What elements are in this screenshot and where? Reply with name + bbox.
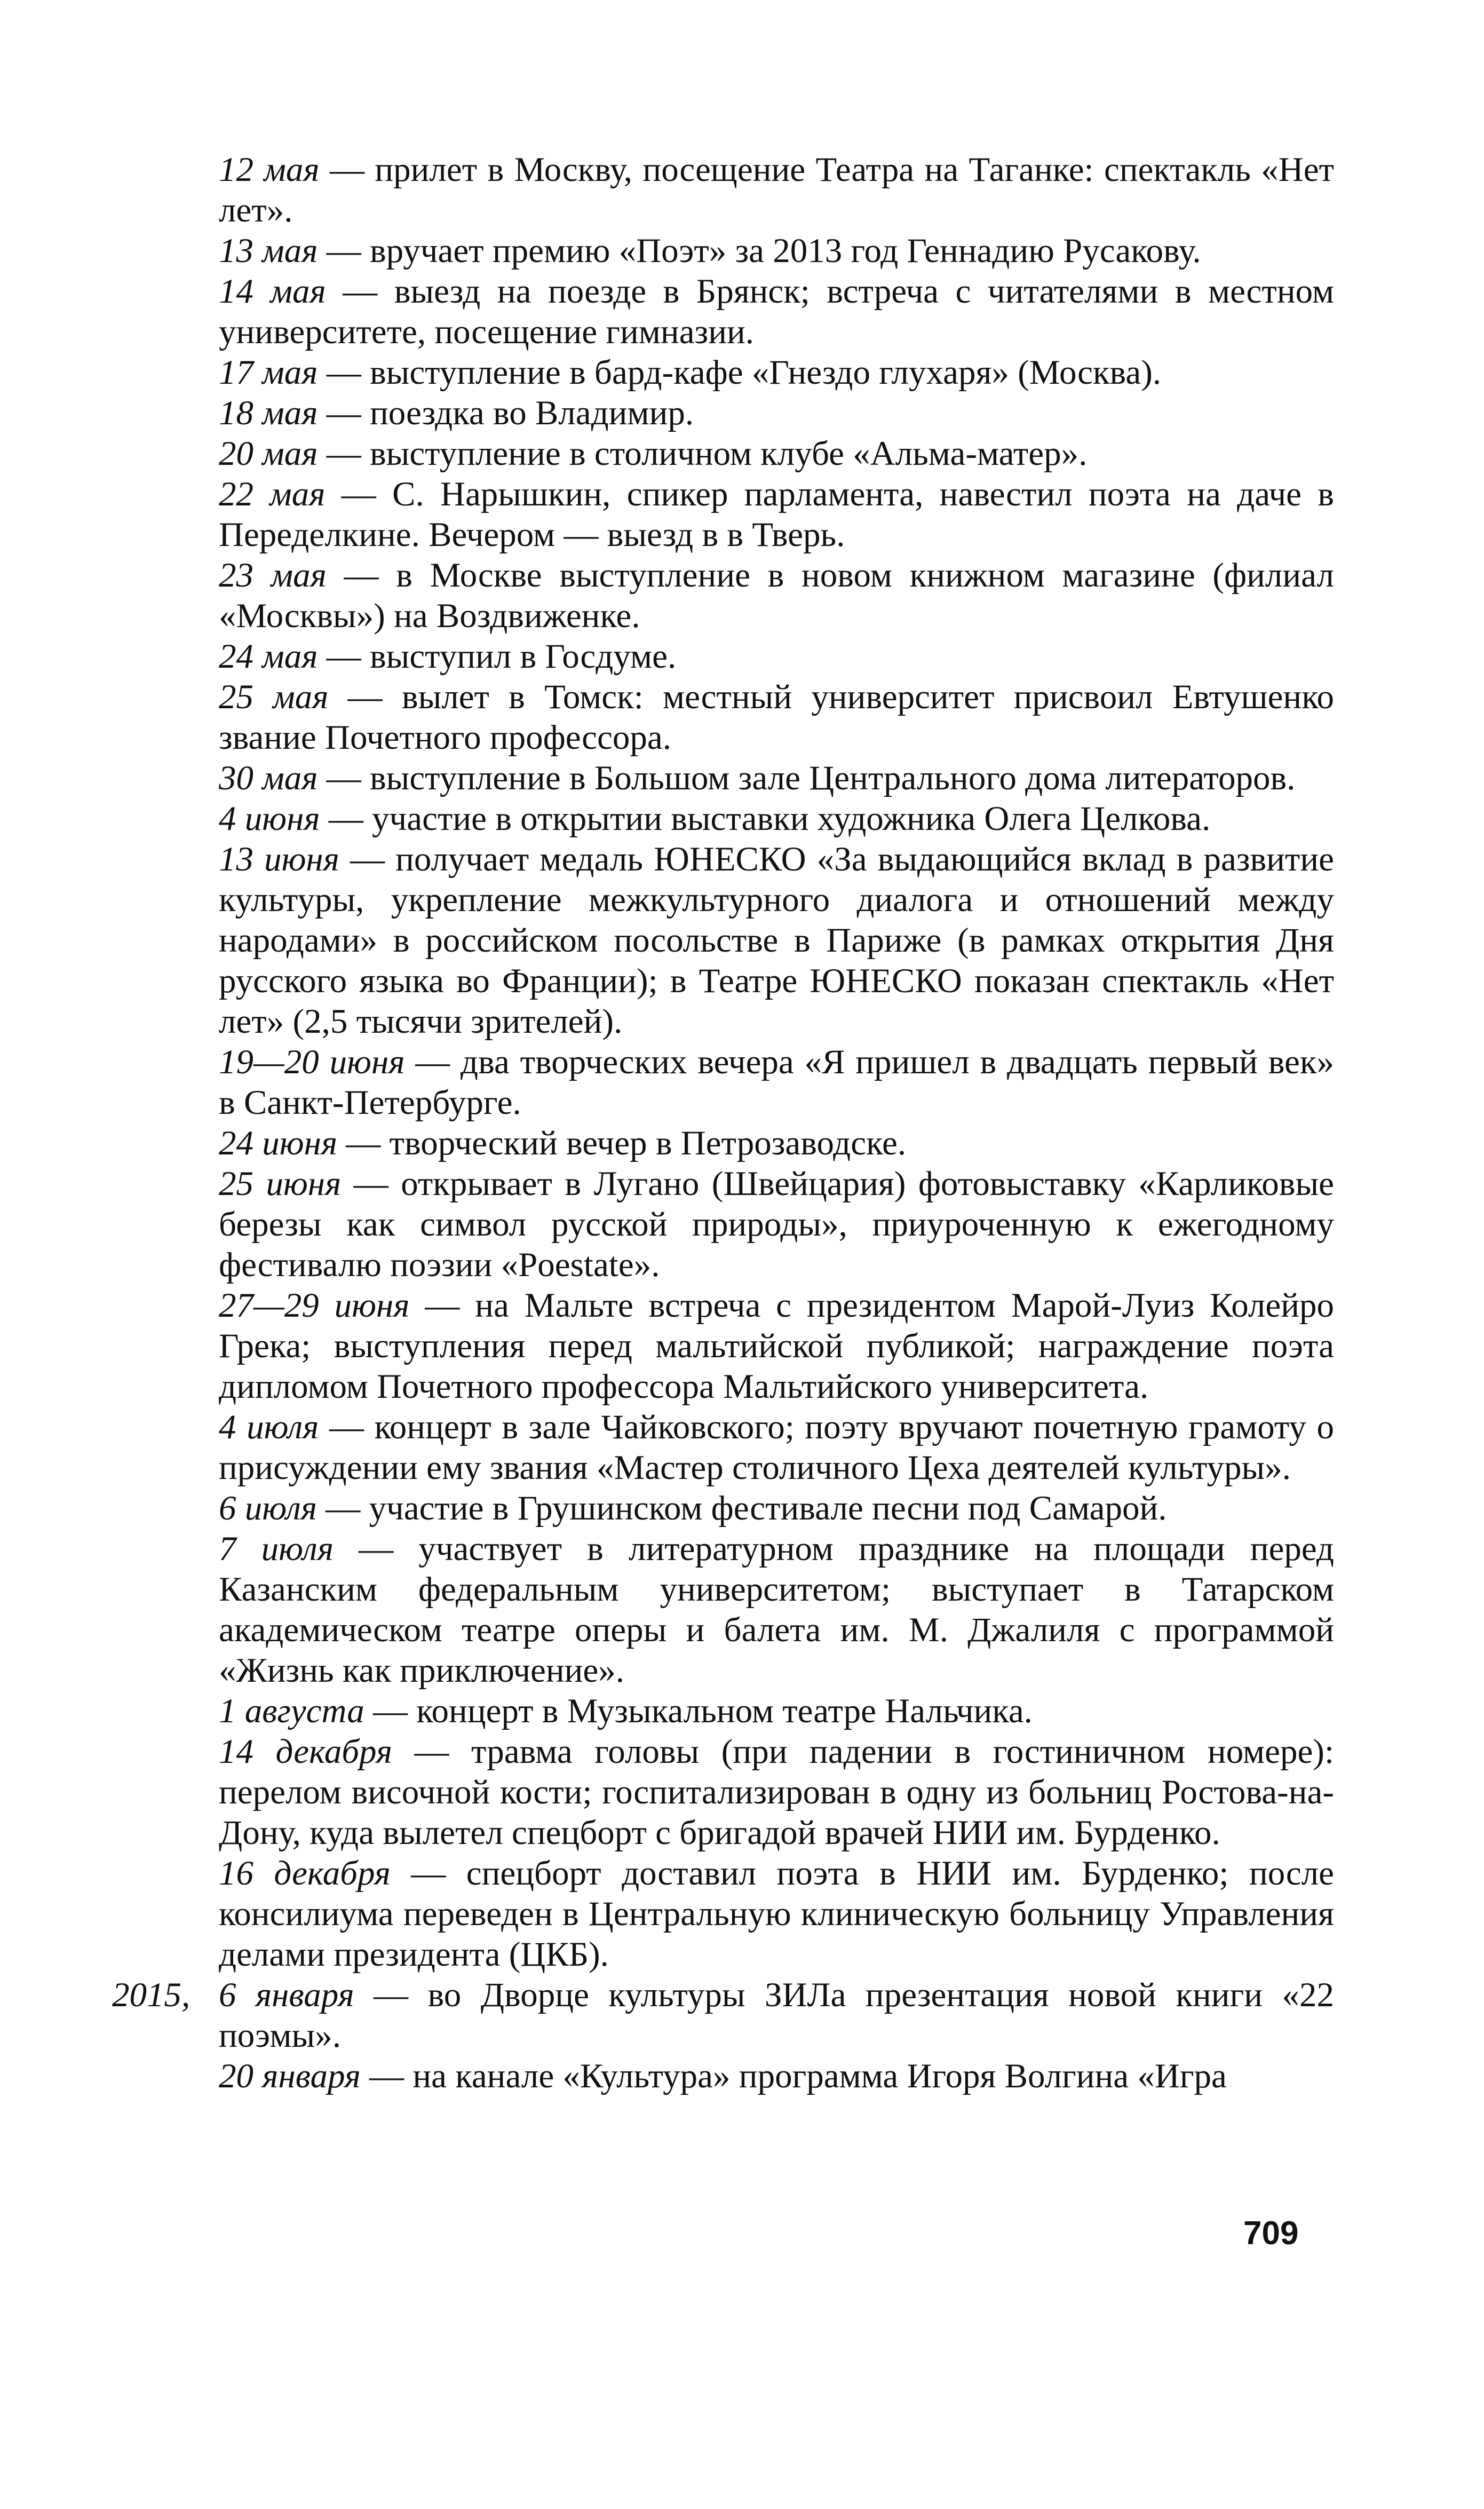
entry-date: 6 января (219, 1976, 354, 2014)
entry-text: — творческий вечер в Петрозаводске. (337, 1124, 907, 1162)
entry-date: 19—20 июня (219, 1043, 405, 1081)
entry-date: 20 января (219, 2057, 361, 2095)
entry-text: — С. Нарышкин, спикер парламента, навестил поэта на даче в Переделкине. Вечером — выезд в в Тверь. (219, 475, 1334, 554)
page-number: 709 (1243, 2215, 1299, 2252)
chronology-entry (219, 1691, 1334, 1731)
chronology-entry (219, 393, 1334, 433)
entry-text: — спецборт доставил поэта в НИИ им. Бурденко; после консилиума переведен в Центральную клиническую больницу Управления делами президента (ЦКБ). (219, 1854, 1334, 1974)
entry-text: — выступил в Госдуме. (318, 637, 677, 676)
entry-text: — участие в Грушинском фестивале песни под Самарой. (317, 1489, 1167, 1527)
entry-text: — выезд на поезде в Брянск; встреча с читателями в местном университете, посещение гимназии. (219, 272, 1334, 351)
entry-text: — вылет в Томск: местный университет присвоил Евтушенко звание Почетного профессора. (219, 678, 1334, 757)
chronology-entry (219, 2056, 1334, 2096)
entry-date: 7 июля (219, 1530, 334, 1568)
entry-date: 12 мая (219, 151, 320, 189)
chronology-entry (219, 1488, 1334, 1529)
chronology-entry (219, 271, 1334, 352)
entry-text: — концерт в зале Чайковского; поэту вручают почетную грамоту о присуждении ему звания «Мастер столичного Цеха деятелей культуры». (219, 1408, 1334, 1487)
entry-date: 24 июня (219, 1124, 338, 1162)
entry-text: — участвует в литературном празднике на площади перед Казанским федеральным университетом; выступает в Татарском академическом театре оперы и балета им. М. Джалиля с программой «Жизнь как приключение». (219, 1530, 1334, 1690)
entry-text: — выступление в бард-кафе «Гнездо глухаря» (Москва). (318, 353, 1162, 392)
chronology-text (112, 149, 1335, 2096)
entry-text: — на Мальте встреча с президентом Марой-Луиз Колейро Грека; выступления перед мальтийской публикой; награждение поэта дипломом Почетного профессора Мальтийского университета. (219, 1286, 1334, 1406)
entry-text: — получает медаль ЮНЕСКО «За выдающийся вклад в развитие культуры, укрепление межкультурного диалога и отношений между народами» в российском посольстве в Париже (в рамках открытия Дня русского языка во Франции); в Театре ЮНЕСКО показан спектакль «Нет лет» (2,5 тысячи зрителей). (219, 840, 1334, 1041)
entry-date: 27—29 июня (219, 1286, 410, 1325)
chronology-entry (219, 555, 1334, 636)
entry-text: — два творческих вечера «Я пришел в двадцать первый век» в Санкт-Петербурге. (219, 1043, 1334, 1122)
entry-date: 25 мая (219, 678, 329, 716)
entry-date: 4 июля (219, 1408, 319, 1446)
entry-text: — во Дворце культуры ЗИЛа презентация новой книги «22 поэмы». (219, 1976, 1334, 2055)
entry-text: — выступление в Большом зале Центрального дома литераторов. (318, 759, 1296, 797)
chronology-entry (219, 677, 1334, 758)
chronology-entry-year-start (112, 1975, 1334, 2056)
chronology-entry (219, 798, 1334, 839)
entry-date: 4 июня (219, 800, 320, 838)
chronology-entry (219, 231, 1334, 271)
chronology-entry (219, 1731, 1334, 1853)
chronology-entry (219, 1853, 1334, 1975)
entry-text: — в Москве выступление в новом книжном магазине (филиал «Москвы») на Воздвиженке. (219, 556, 1334, 635)
entry-date: 30 мая (219, 759, 318, 797)
entry-text: — участие в открытии выставки художника Олега Целкова. (320, 800, 1211, 838)
entry-date: 18 мая (219, 394, 318, 432)
chronology-entry (219, 474, 1334, 555)
chronology-entry (219, 636, 1334, 677)
chronology-entry (219, 1529, 1334, 1691)
entry-date: 1 августа (219, 1692, 364, 1730)
entry-date: 13 июня (219, 840, 339, 878)
entry-date: 14 декабря (219, 1732, 392, 1771)
entry-date: 6 июля (219, 1489, 318, 1527)
chronology-entry (219, 433, 1334, 474)
entry-date: 23 мая (219, 556, 327, 595)
chronology-entry (219, 1164, 1334, 1285)
entry-date: 24 мая (219, 637, 318, 676)
entry-text: — выступление в столичном клубе «Альма-матер». (318, 434, 1088, 473)
chronology-entry (219, 1042, 1334, 1123)
entry-text: — концерт в Музыкальном театре Нальчика. (364, 1692, 1033, 1730)
entry-text: — открывает в Лугано (Швейцария) фотовыставку «Карликовые березы как символ русской природы», приуроченную к ежегодному фестивалю поэзии «Poestate». (219, 1165, 1334, 1284)
chronology-entry (219, 1407, 1334, 1488)
entry-date: 25 июня (219, 1165, 342, 1203)
chronology-entry (219, 839, 1334, 1042)
entry-date: 13 мая (219, 232, 318, 270)
entry-date: 14 мая (219, 272, 326, 311)
chronology-entry (219, 1123, 1334, 1164)
entry-text: — травма головы (при падении в гостиничном номере): перелом височной кости; госпитализирован в одну из больниц Ростова-на-Дону, куда вылетел спецборт с бригадой врачей НИИ им. Бурденко. (219, 1732, 1335, 1852)
year-label: 2015, (112, 1976, 191, 2014)
entry-text: — вручает премию «Поэт» за 2013 год Геннадию Русакову. (318, 232, 1201, 270)
entry-date: 22 мая (219, 475, 326, 513)
entry-date: 17 мая (219, 353, 318, 392)
chronology-entry (219, 1285, 1334, 1407)
chronology-entry (219, 352, 1334, 393)
entry-text: — прилет в Москву, посещение Театра на Таганке: спектакль «Нет лет». (219, 151, 1334, 229)
entry-text: — на канале «Культура» программа Игоря Волгина «Игра (360, 2057, 1227, 2095)
entry-date: 20 мая (219, 434, 318, 473)
entry-text: — поездка во Владимир. (318, 394, 694, 432)
entry-date: 16 декабря (219, 1854, 391, 1893)
chronology-entry (219, 149, 1334, 231)
chronology-entry (219, 758, 1334, 798)
